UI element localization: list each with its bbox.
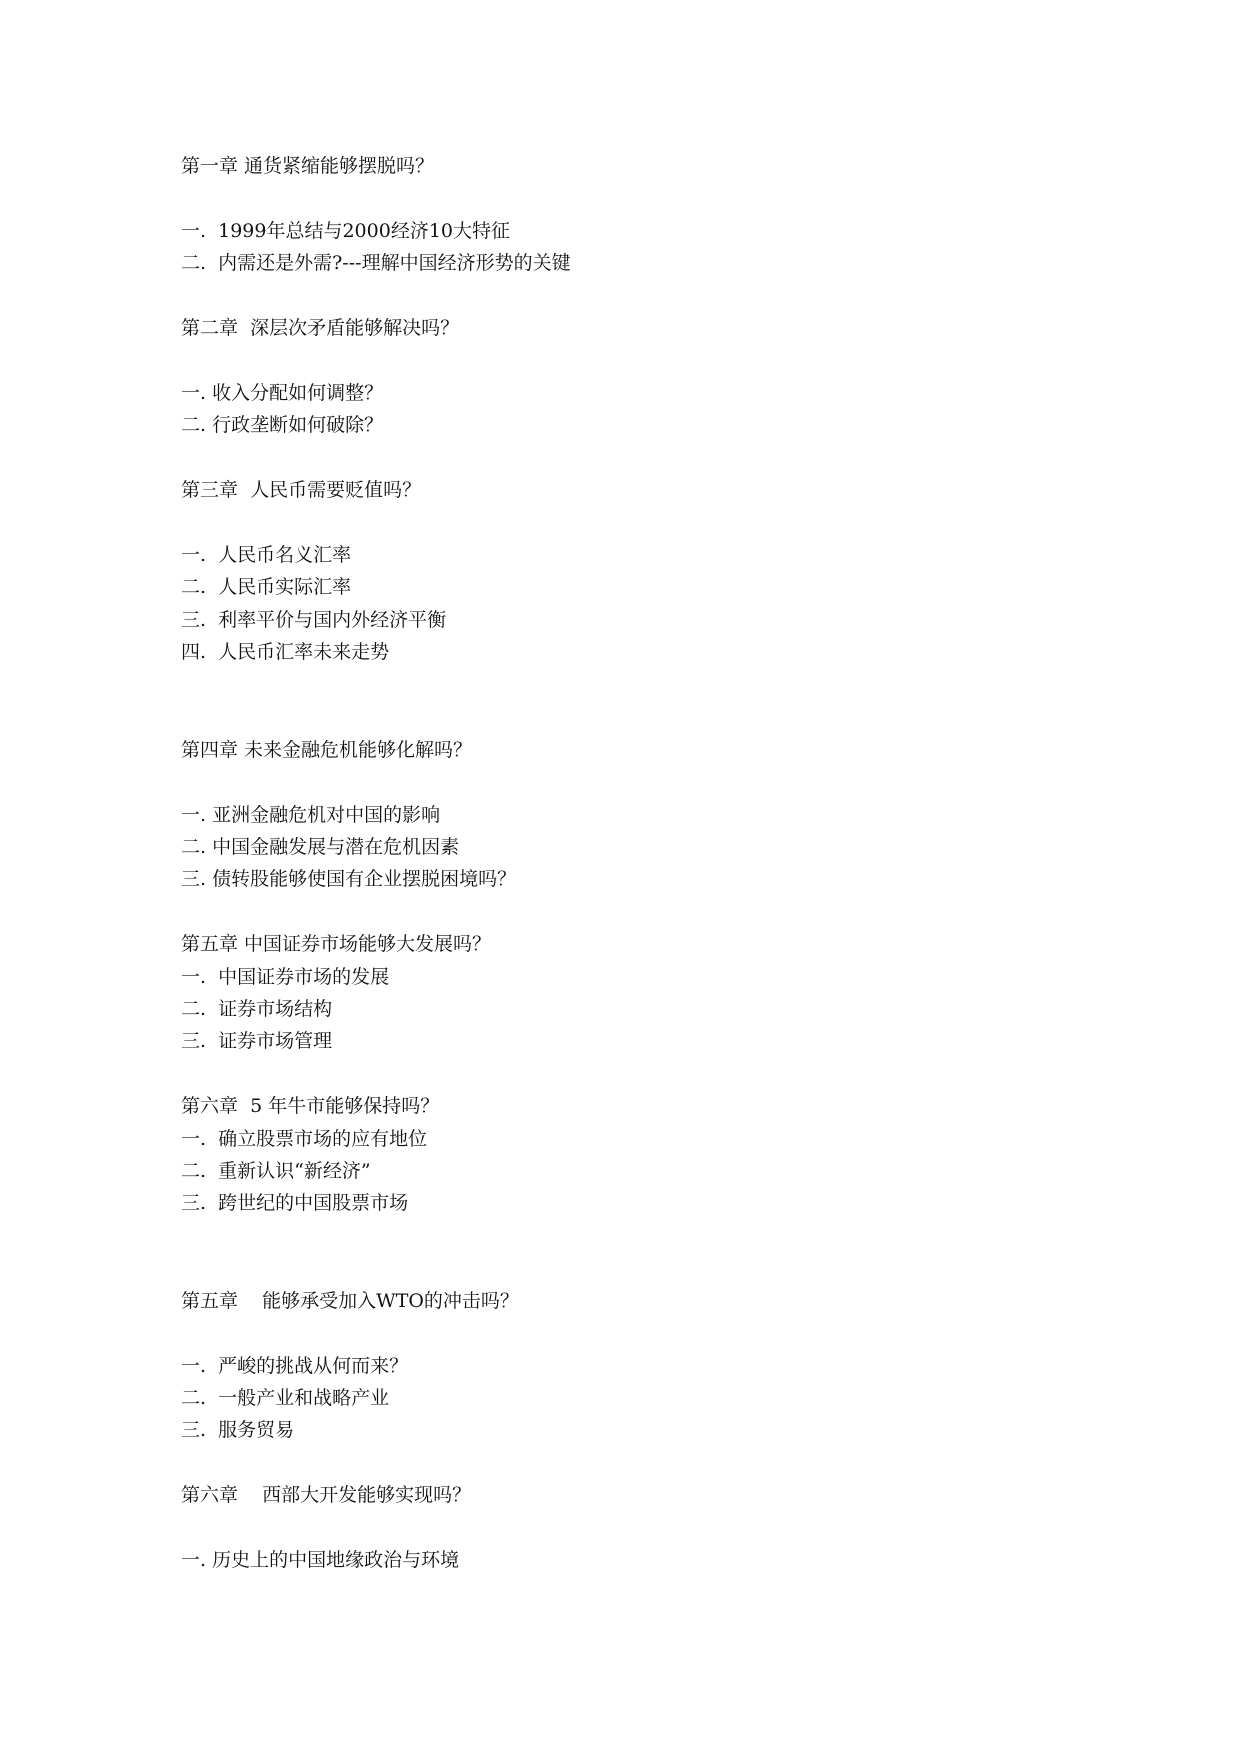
chapter-5-title: 第五章 中国证券市场能够大发展吗？: [181, 933, 492, 955]
chapter-3-title: 第三章 人民币需要贬值吗？: [181, 479, 422, 501]
chapter-2-item-2: 二. 行政垄断如何破除？: [181, 414, 384, 436]
chapter-wto-item-1: 一. 严峻的挑战从何而来？: [181, 1355, 409, 1377]
chapter-1-item-1: 一. 1999年总结与2000经济10大特征: [181, 220, 511, 242]
chapter-2-title: 第二章 深层次矛盾能够解决吗？: [181, 317, 460, 339]
chapter-5-item-2: 二. 证券市场结构: [181, 998, 333, 1020]
chapter-wto-item-2: 二. 一般产业和战略产业: [181, 1387, 390, 1409]
chapter-west-title: 第六章 西部大开发能够实现吗？: [181, 1484, 472, 1506]
chapter-wto-item-3: 三. 服务贸易: [181, 1419, 295, 1441]
chapter-3-item-1: 一. 人民币名义汇率: [181, 544, 352, 566]
chapter-5-item-1: 一. 中国证券市场的发展: [181, 966, 390, 988]
chapter-5-item-3: 三. 证券市场管理: [181, 1030, 333, 1052]
chapter-1-item-2: 二. 内需还是外需?---理解中国经济形势的关键: [181, 252, 571, 274]
chapter-3-item-2: 二. 人民币实际汇率: [181, 576, 352, 598]
chapter-6-item-2: 二. 重新认识“新经济”: [181, 1160, 371, 1182]
chapter-wto-title: 第五章 能够承受加入WTO的冲击吗？: [181, 1290, 519, 1312]
chapter-west-item-1: 一. 历史上的中国地缘政治与环境: [181, 1549, 460, 1571]
chapter-6-title: 第六章 5 年牛市能够保持吗？: [181, 1095, 440, 1117]
chapter-4-item-1: 一. 亚洲金融危机对中国的影响: [181, 804, 441, 826]
chapter-3-item-4: 四. 人民币汇率未来走势: [181, 641, 390, 663]
chapter-4-item-3: 三. 债转股能够使国有企业摆脱困境吗？: [181, 868, 517, 890]
chapter-4-item-2: 二. 中国金融发展与潜在危机因素: [181, 836, 460, 858]
chapter-6-item-3: 三. 跨世纪的中国股票市场: [181, 1192, 409, 1214]
chapter-1-title: 第一章 通货紧缩能够摆脱吗？: [181, 155, 435, 177]
chapter-4-title: 第四章 未来金融危机能够化解吗？: [181, 739, 473, 761]
chapter-2-item-1: 一. 收入分配如何调整？: [181, 382, 384, 404]
chapter-6-item-1: 一. 确立股票市场的应有地位: [181, 1128, 428, 1150]
chapter-3-item-3: 三. 利率平价与国内外经济平衡: [181, 609, 447, 631]
